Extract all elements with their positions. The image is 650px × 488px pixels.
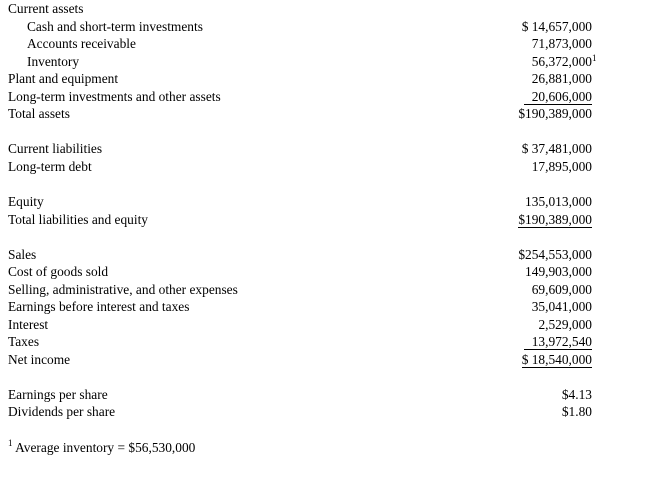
row-current-assets [0,0,650,17]
investments-label: Long-term investments and other assets [8,89,221,104]
row-current-liabilities [0,140,650,157]
row-receivables [0,35,650,52]
plant-label: Plant and equipment [8,71,119,86]
row-equity [0,193,650,210]
row-plant [0,70,650,87]
footnote-text: Average inventory = $56,530,000 [15,440,196,455]
row-total-liabilities-equity [0,211,650,228]
inventory-value: 56,372,000 [531,54,592,69]
row-investments [0,88,650,105]
row-taxes [0,333,650,350]
eps-value: $4.13 [561,387,592,402]
taxes-label: Taxes [8,334,40,349]
cash-value: $ 14,657,000 [521,19,592,34]
taxes-value: 13,972,540 [524,333,592,350]
total-liabilities-equity-label: Total liabilities and equity [8,212,149,227]
equity-label: Equity [8,194,44,209]
sales-value: $254,553,000 [518,247,592,262]
net-income-label: Net income [8,352,71,367]
footnote [8,439,195,457]
sales-label: Sales [8,247,37,262]
row-ebit [0,298,650,315]
current-assets-heading: Current assets [8,1,84,16]
current-liabilities-label: Current liabilities [8,141,103,156]
row-dps [0,403,650,420]
row-long-term-debt [0,158,650,175]
total-liabilities-equity-value: $190,389,000 [518,212,592,227]
receivables-label: Accounts receivable [27,36,136,51]
ebit-label: Earnings before interest and taxes [8,299,190,314]
interest-value: 2,529,000 [538,317,592,332]
row-sga [0,281,650,298]
inventory-footnote-mark: 1 [592,53,597,63]
dps-label: Dividends per share [8,404,116,419]
total-assets-value: $190,389,000 [518,106,592,121]
receivables-value: 71,873,000 [531,36,592,51]
inventory-label: Inventory [27,54,80,69]
row-inventory [0,53,650,70]
inventory-amount [531,53,597,70]
cogs-label: Cost of goods sold [8,264,109,279]
sga-label: Selling, administrative, and other expenses [8,282,238,297]
interest-label: Interest [8,317,49,332]
row-eps [0,386,650,403]
cogs-value: 149,903,000 [525,264,592,279]
long-term-debt-value: 17,895,000 [531,159,592,174]
row-cash [0,18,650,35]
row-sales [0,246,650,263]
total-assets-label: Total assets [8,106,70,121]
row-interest [0,316,650,333]
row-total-assets [0,105,650,122]
cash-label: Cash and short-term investments [27,19,203,34]
eps-label: Earnings per share [8,387,108,402]
net-income-value: $ 18,540,000 [521,352,592,367]
row-net-income [0,351,650,368]
row-cogs [0,263,650,280]
equity-value: 135,013,000 [525,194,592,209]
plant-value: 26,881,000 [531,71,592,86]
long-term-debt-label: Long-term debt [8,159,92,174]
sga-value: 69,609,000 [531,282,592,297]
dps-value: $1.80 [561,404,592,419]
investments-value: 20,606,000 [524,88,592,105]
ebit-value: 35,041,000 [531,299,592,314]
current-liabilities-value: $ 37,481,000 [521,141,592,156]
footnote-mark: 1 [8,438,13,448]
